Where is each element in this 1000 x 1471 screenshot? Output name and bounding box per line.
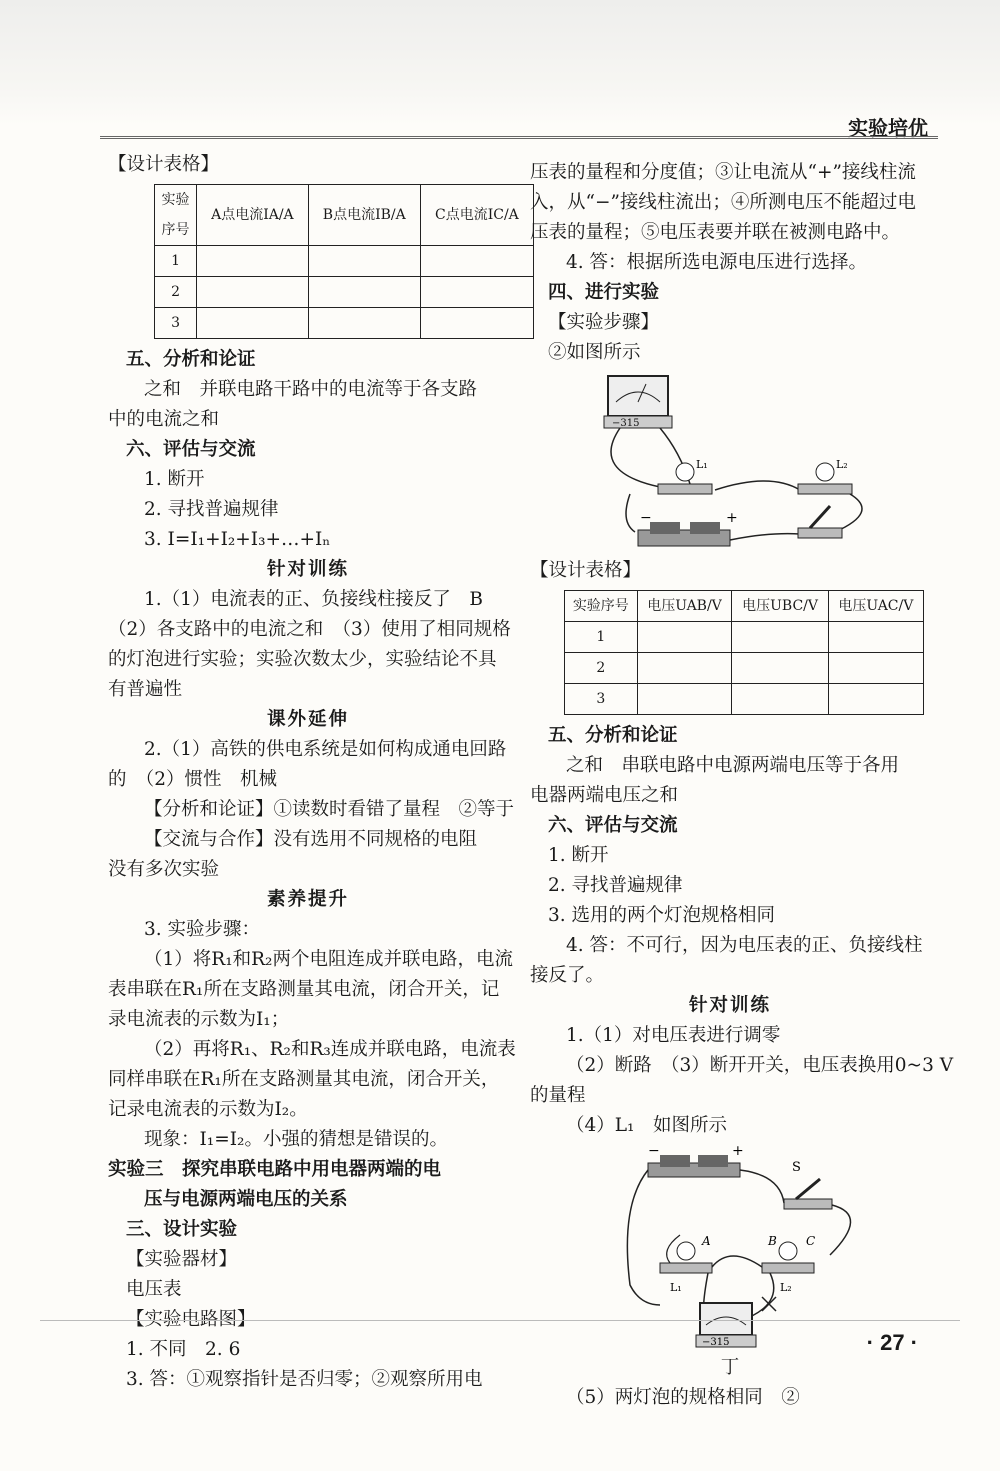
point-label: C [806,1234,816,1248]
switch-label: S [792,1160,801,1175]
lamp-label: L₂ [780,1281,792,1294]
left-text-line: 三、设计实验 [126,1219,238,1240]
left-text-line: 中的电流之和 [108,409,220,430]
left-text-line: 五、分析和论证 [126,349,256,370]
left-text-line: （1）将R₁和R₂两个电阻连成并联电路，电流 [144,949,513,970]
header-rule [100,136,938,139]
left-text-line: 六、评估与交流 [126,439,256,460]
left-text-line: （2）再将R₁、R₂和R₃连成并联电路，电流表 [144,1039,516,1060]
right-text-line: 六、评估与交流 [548,815,678,836]
left-text-line: 没有多次实验 [108,859,220,880]
empty-cell [637,653,732,684]
right-text-mid [530,721,954,1141]
table-header-cell: C点电流IC/A [420,185,533,246]
left-text-line: 现象：I₁=I₂。小强的猜想是错误的。 [144,1129,448,1150]
left-text-line: 记录电流表的示数为I₂。 [108,1099,308,1120]
left-text-line: 1. 不同 2. 6 [126,1339,241,1360]
table-row [155,308,534,339]
table1-label: 【设计表格】 [108,154,220,175]
lamp-label: L₂ [836,458,848,471]
empty-cell [420,308,533,339]
meter-scale-label: −315 [702,1337,730,1348]
left-text-line: （2）各支路中的电流之和 （3）使用了相同规格 [108,619,511,640]
left-text-line: 1. 断开 [144,469,205,490]
empty-cell [637,684,732,715]
series-circuit-diagram [530,372,930,552]
table-header-cell: A点电流IA/A [197,185,309,246]
right-text-line: ②如图所示 [548,342,641,363]
voltage-table [564,590,924,715]
current-table [154,184,534,339]
table-header-cell: 实验序号 [565,591,638,622]
right-text-line: 五、分析和论证 [548,725,678,746]
left-column [108,150,519,1395]
empty-cell [308,246,420,277]
lamp-label: L₁ [696,458,708,471]
point-label: A [702,1234,711,1248]
empty-cell [197,308,309,339]
right-text-line: 接反了。 [530,965,605,986]
left-text-line: 压与电源两端电压的关系 [144,1189,348,1210]
table-row [565,622,924,653]
meter-scale-label: −315 [612,418,640,429]
left-text-line: 3. I=I₁+I₂+I₃+…+Iₙ [144,529,331,550]
left-text-line: 课外延伸 [266,709,349,730]
left-text-line: 录电流表的示数为I₁； [108,1009,290,1030]
left-text-line: 3. 答：①观察指针是否归零；②观察所用电 [126,1369,483,1390]
left-text-line: 【交流与合作】没有选用不同规格的电阻 [144,829,478,850]
left-text-lines [108,345,516,1395]
left-text-line: 2. 寻找普遍规律 [144,499,279,520]
left-text-line: 针对训练 [266,559,349,580]
table-row [155,277,534,308]
right-text-line: 电器两端电压之和 [530,785,679,806]
footer-rule [40,1320,960,1321]
empty-cell [197,277,309,308]
left-text-line: 实验三 探究串联电路中用电器两端的电 [108,1159,442,1180]
right-text-line: 2. 寻找普遍规律 [548,875,683,896]
lamp-label: L₁ [670,1281,682,1294]
right-text-top [530,158,930,368]
table-row [565,653,924,684]
left-text-line: 2.（1）高铁的供电系统是如何构成通电回路 [144,739,507,760]
empty-cell [420,246,533,277]
right-text-line: （5）两灯泡的规格相同 ② [566,1387,800,1408]
row-number-cell: 3 [155,308,197,339]
empty-cell [637,622,732,653]
right-text-line: 【实验步骤】 [548,312,660,333]
left-text-line: 表串联在R₁所在支路测量其电流，闭合开关，记 [108,979,500,1000]
empty-cell [308,277,420,308]
right-text-line: 4. 答：不可行，因为电压表的正、负接线柱 [566,935,923,956]
right-text-line: 1. 断开 [548,845,609,866]
empty-cell [732,684,828,715]
left-text-line: 的灯泡进行实验；实验次数太少，实验结论不具 [108,649,497,670]
table-header-cell: B点电流IB/A [308,185,420,246]
left-text-line: 【实验器材】 [126,1249,238,1270]
row-number-cell: 3 [565,684,638,715]
right-text-line: 之和 串联电路中电源两端电压等于各用 [566,755,900,776]
right-text-line: （4）L₁ 如图所示 [566,1115,727,1136]
right-column [530,158,954,1413]
diagram-caption: 丁 [720,1357,740,1378]
left-text-line: 3. 实验步骤： [144,919,261,940]
right-text-line: 的量程 [530,1085,586,1106]
right-text-line: 1.（1）对电压表进行调零 [566,1025,781,1046]
battery-minus-label: − [648,1145,660,1159]
right-text-line: 针对训练 [688,995,771,1016]
right-text-line: 压表的量程和分度值；③让电流从“+”接线柱流 [530,162,916,183]
right-text-line: 入，从“−”接线柱流出；④所测电压不能超过电 [530,192,916,213]
battery-plus-label: + [732,1145,744,1159]
point-label: B [768,1234,777,1248]
empty-cell [732,622,828,653]
empty-cell [828,653,923,684]
battery-plus-label: + [726,510,738,526]
left-text-line: 有普遍性 [108,679,183,700]
table-row [155,246,534,277]
empty-cell [420,277,533,308]
empty-cell [828,622,923,653]
left-text-line: 的 （2）惯性 机械 [108,769,278,790]
left-text-line: 【实验电路图】 [126,1309,256,1330]
row-number-cell: 2 [565,653,638,684]
fault-circuit-diagram [530,1145,930,1353]
table2-label: 【设计表格】 [530,560,642,581]
empty-cell [308,308,420,339]
right-text-line: （2）断路 （3）断开开关，电压表换用0~3 V [566,1055,954,1076]
empty-cell [828,684,923,715]
row-number-cell: 2 [155,277,197,308]
left-text-line: 【分析和论证】①读数时看错了量程 ②等于 [144,799,515,820]
left-text-line: 电压表 [126,1279,182,1300]
right-text-bottom [530,1383,930,1413]
right-text-line: 3. 选用的两个灯泡规格相同 [548,905,776,926]
right-text-line: 4. 答：根据所选电源电压进行选择。 [566,252,868,273]
left-text-line: 素养提升 [266,889,349,910]
empty-cell [732,653,828,684]
table-header-cell: 电压UAC/V [828,591,923,622]
right-text-line: 四、进行实验 [548,282,660,303]
page-number: · 27 · [866,1330,918,1355]
left-text-line: 1.（1）电流表的正、负接线柱接反了 B [144,589,484,610]
table-row [565,684,924,715]
scan-shadow [0,0,1000,125]
right-text-line: 压表的量程；⑤电压表要并联在被测电路中。 [530,222,901,243]
left-text-line: 之和 并联电路干路中的电流等于各支路 [144,379,478,400]
row-number-cell: 1 [565,622,638,653]
page-header-title: 实验培优 [848,116,928,140]
row-number-cell: 1 [155,246,197,277]
battery-minus-label: − [640,510,652,526]
table-header-cell: 实验 序号 [155,185,197,246]
left-text-line: 同样串联在R₁所在支路测量其电流，闭合开关， [108,1069,500,1090]
table-header-cell: 电压UBC/V [732,591,828,622]
empty-cell [197,246,309,277]
table-header-cell: 电压UAB/V [637,591,732,622]
